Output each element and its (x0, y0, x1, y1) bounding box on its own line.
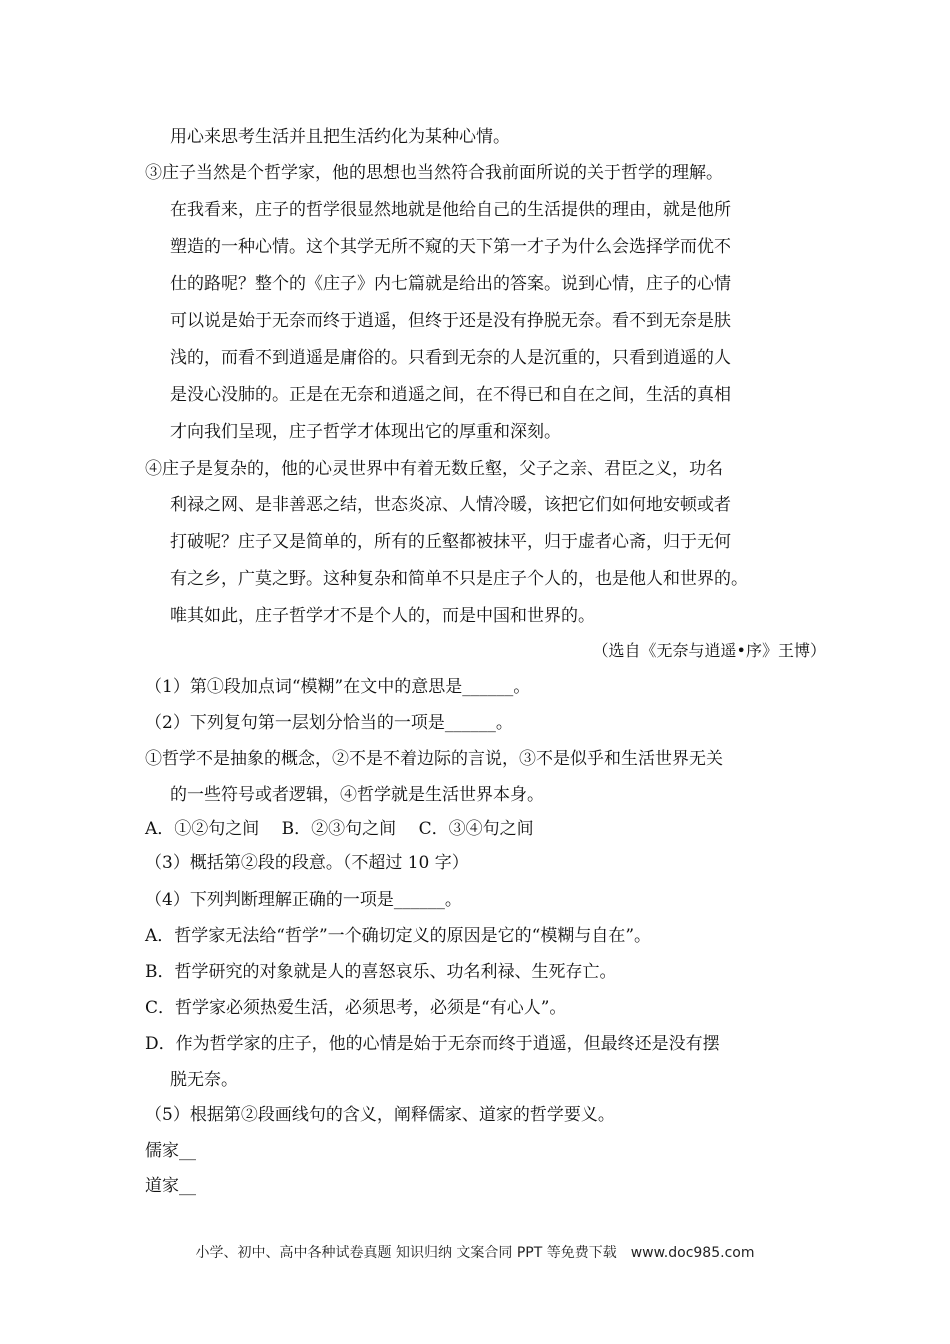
question-5-dao-answer: 道家__ (145, 1176, 196, 1196)
question-5: （5）根据第②段画线句的含义，阐释儒家、道家的哲学要义。 (145, 1105, 615, 1125)
paragraph-3-line: 仕的路呢？整个的《庄子》内七篇就是给出的答案。说到心情，庄子的心情 (170, 274, 731, 294)
paragraph-3-line: 浅的，而看不到逍遥是庸俗的。只看到无奈的人是沉重的，只看到逍遥的人 (170, 348, 731, 368)
question-5-ru-answer: 儒家__ (145, 1141, 196, 1161)
paragraph-4-line: 有之乡，广莫之野。这种复杂和简单不只是庄子个人的，也是他人和世界的。 (170, 569, 748, 589)
question-4-option-b: B．哲学研究的对象就是人的喜怒哀乐、功名利禄、生死存亡。 (145, 962, 617, 982)
paragraph-3-line: 可以说是始于无奈而终于逍遥，但终于还是没有挣脱无奈。看不到无奈是肤 (170, 311, 731, 331)
paragraph-4-line: 利禄之网、是非善恶之结，世态炎凉、人情冷暖，该把它们如何地安顿或者 (170, 495, 731, 515)
question-2: （2）下列复句第一层划分恰当的一项是______。 (145, 713, 513, 733)
question-2-sentence: ①哲学不是抽象的概念，②不是不着边际的言说，③不是似乎和生活世界无关 (145, 749, 723, 769)
passage-source: （选自《无奈与逍遥•序》王博） (592, 641, 826, 660)
paragraph-3-line: 是没心没肺的。正是在无奈和逍遥之间，在不得已和自在之间，生活的真相 (170, 385, 731, 405)
paragraph-2-tail: 用心来思考生活并且把生活约化为某种心情。 (170, 127, 510, 147)
page-footer: 小学、初中、高中各种试卷真题 知识归纳 文案合同 PPT 等免费下载 www.doc985.com (195, 1245, 755, 1261)
paragraph-4-line: 打破呢？庄子又是简单的，所有的丘壑都被抹平，归于虚者心斋，归于无何 (170, 532, 731, 552)
paragraph-3-line: 塑造的一种心情。这个其学无所不窥的天下第一才子为什么会选择学而优不 (170, 237, 731, 257)
paragraph-4-line: ④庄子是复杂的，他的心灵世界中有着无数丘壑，父子之亲、君臣之义，功名 (145, 459, 723, 479)
question-1: （1）第①段加点词“模糊”在文中的意思是______。 (145, 677, 531, 697)
paragraph-4-line: 唯其如此，庄子哲学才不是个人的，而是中国和世界的。 (170, 606, 595, 626)
question-2-options: A．①②句之间 B．②③句之间 C．③④句之间 (145, 819, 534, 839)
paragraph-3-line: 在我看来，庄子的哲学很显然地就是他给自己的生活提供的理由，就是他所 (170, 200, 731, 220)
question-4-option-d: 脱无奈。 (170, 1070, 238, 1090)
question-4-option-c: C．哲学家必须热爱生活，必须思考，必须是“有心人”。 (145, 998, 567, 1018)
paragraph-3-line: ③庄子当然是个哲学家，他的思想也当然符合我前面所说的关于哲学的理解。 (145, 163, 723, 183)
question-3: （3）概括第②段的段意。（不超过 10 字） (145, 853, 469, 873)
question-4-option-a: A．哲学家无法给“哲学”一个确切定义的原因是它的“模糊与自在”。 (145, 926, 652, 946)
question-2-sentence: 的一些符号或者逻辑，④哲学就是生活世界本身。 (170, 785, 544, 805)
question-4-option-d: D．作为哲学家的庄子，他的心情是始于无奈而终于逍遥，但最终还是没有摆 (145, 1034, 720, 1054)
question-4: （4）下列判断理解正确的一项是______。 (145, 890, 462, 910)
paragraph-3-line: 才向我们呈现，庄子哲学才体现出它的厚重和深刻。 (170, 422, 561, 442)
